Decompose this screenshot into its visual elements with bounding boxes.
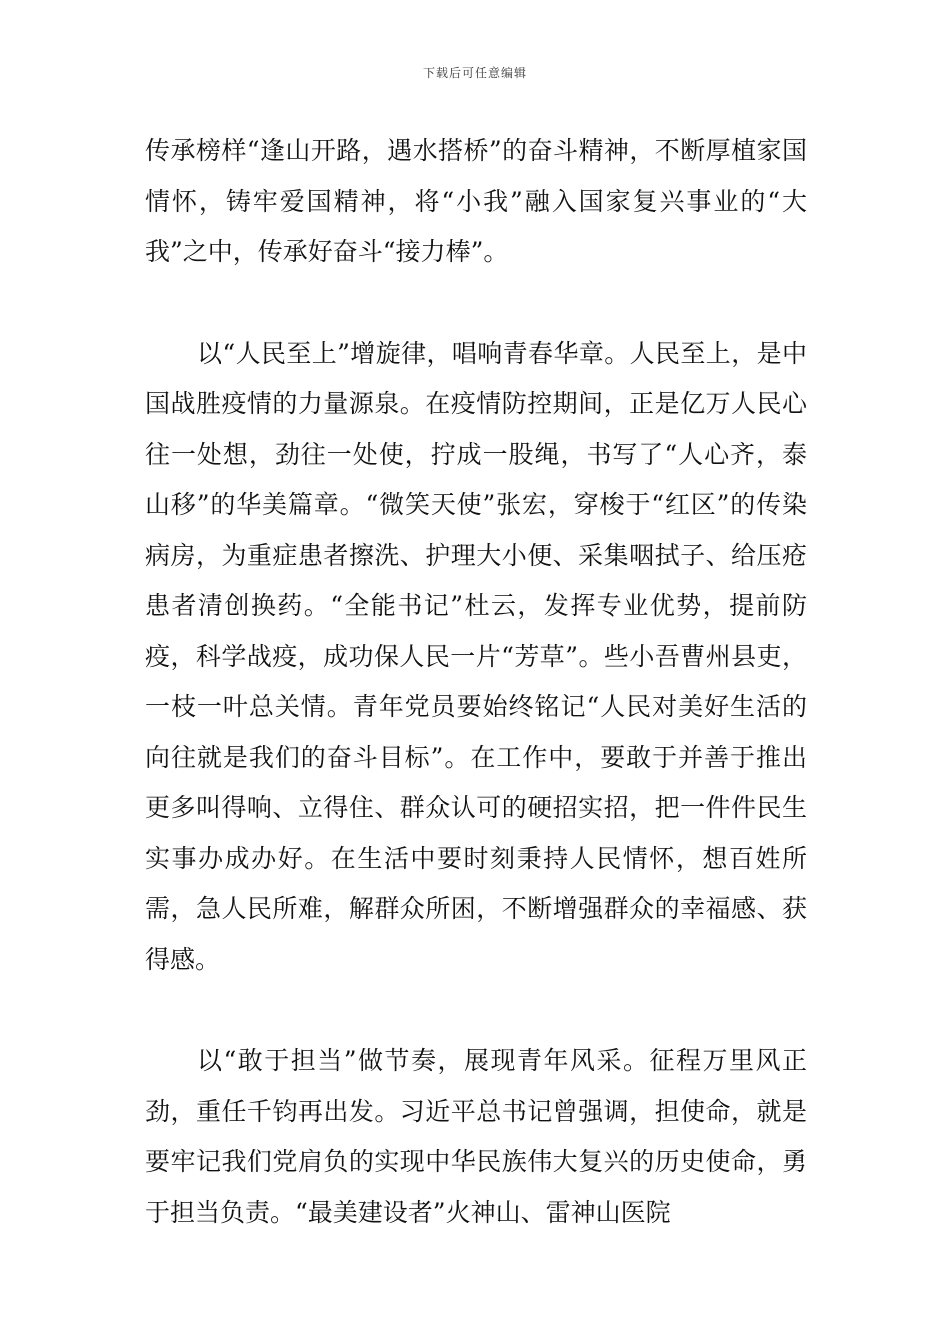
- paragraph-spacer: [145, 278, 807, 329]
- paragraph-3: 以“敢于担当”做节奏，展现青年风采。征程万里风正劲，重任千钧再出发。习近平总书记曾强调，担使命，就是要牢记我们党肩负的实现中华民族伟大复兴的历史使命，勇于担当负责。“最美建设者”火神山、雷神山医院: [145, 1046, 807, 1227]
- paragraph-2: 以“人民至上”增旋律，唱响青春华章。人民至上，是中国战胜疫情的力量源泉。在疫情防控期间，正是亿万人民心往一处想，劲往一处使，拧成一股绳，书写了“人心齐，泰山移”的华美篇章。“微笑天使”张宏，穿梭于“红区”的传染病房，为重症患者擦洗、护理大小便、采集咽拭子、给压疮患者清创换药。“全能书记”杜云，发挥专业优势，提前防疫，科学战疫，成功保人民一片“芳草”。些小吾曹州县吏，一枝一叶总关情。青年党员要始终铭记“人民对美好生活的向往就是我们的奋斗目标”。在工作中，要敢于并善于推出更多叫得响、立得住、群众认可的硬招实招，把一件件民生实事办成办好。在生活中要时刻秉持人民情怀，想百姓所需，急人民所难，解群众所困，不断增强群众的幸福感、获得感。: [145, 338, 807, 974]
- page-header: 下载后可任意编辑: [422, 66, 527, 80]
- paragraph-spacer: [145, 985, 807, 1036]
- document-body: [145, 126, 807, 1238]
- paragraph-1: 传承榜样“逢山开路，遇水搭桥”的奋斗精神，不断厚植家国情怀，铸牢爱国精神，将“小我”融入国家复兴事业的“大我”之中，传承好奋斗“接力棒”。: [145, 136, 807, 266]
